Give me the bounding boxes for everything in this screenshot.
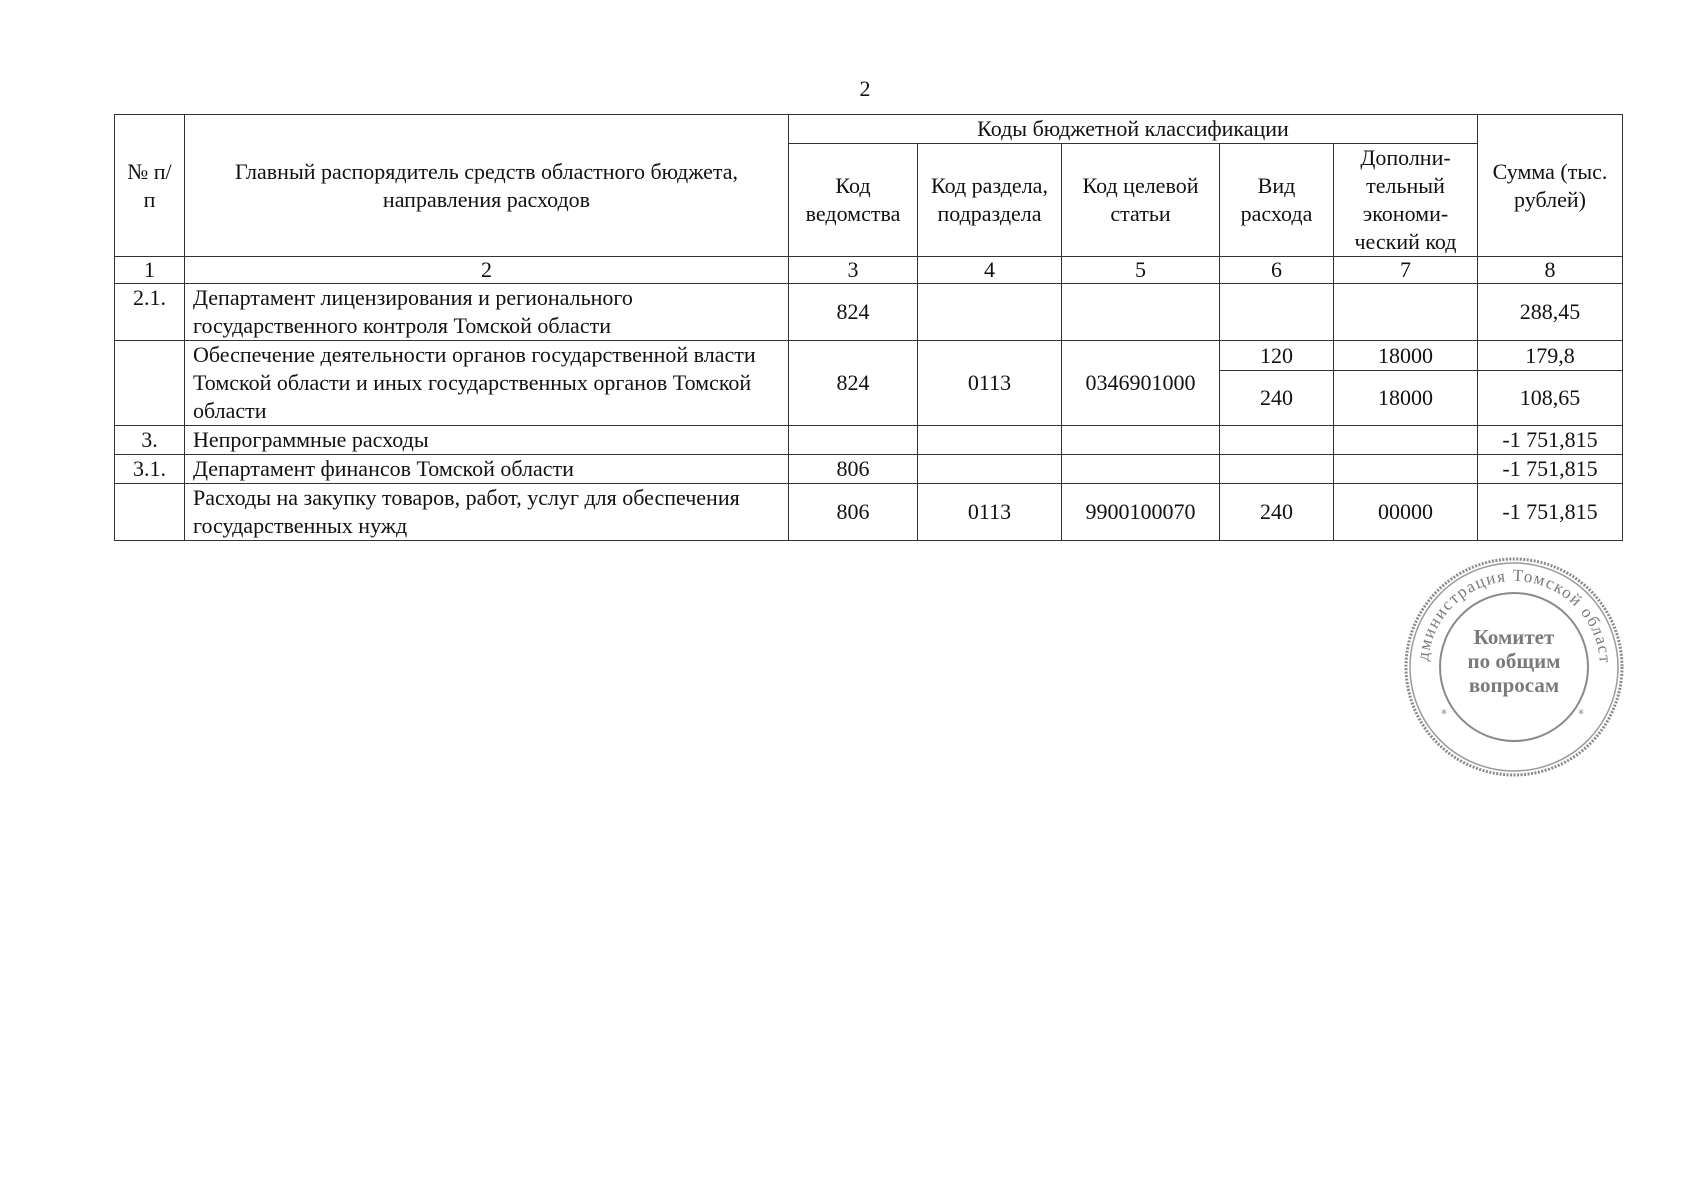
- row-target: [1062, 284, 1220, 341]
- page-number: 2: [859, 76, 871, 101]
- budget-table: [114, 114, 1623, 541]
- row-econ: 18000: [1334, 371, 1478, 426]
- row-type: 240: [1220, 371, 1334, 426]
- row-num: 2.1.: [115, 284, 185, 341]
- row-type: [1220, 426, 1334, 455]
- row-target: [1062, 426, 1220, 455]
- row-num: [115, 341, 185, 426]
- row-num: 3.: [115, 426, 185, 455]
- table-row: [115, 484, 1623, 541]
- column-index-row: [115, 257, 1623, 284]
- header-codes-group: Коды бюджетной классификации: [789, 115, 1478, 144]
- header-dept-code: Код ведомства: [789, 144, 918, 257]
- column-index: 6: [1220, 257, 1334, 284]
- row-target: 0346901000: [1062, 341, 1220, 426]
- svg-text:*: *: [1578, 707, 1584, 721]
- row-section: [918, 284, 1062, 341]
- official-stamp: [1400, 556, 1628, 778]
- row-target: [1062, 455, 1220, 484]
- row-dept: 806: [789, 484, 918, 541]
- column-index: 2: [185, 257, 789, 284]
- column-index: 8: [1478, 257, 1623, 284]
- row-section: [918, 455, 1062, 484]
- header-expense-type: Вид расхода: [1220, 144, 1334, 257]
- row-name: Расходы на закупку товаров, работ, услуг для обеспечения государственных нужд: [185, 484, 789, 541]
- stamp-line-2: по общим: [1467, 649, 1561, 673]
- row-section: 0113: [918, 484, 1062, 541]
- svg-text:*: *: [1441, 707, 1447, 721]
- row-sum: -1 751,815: [1478, 426, 1623, 455]
- row-name: Департамент лицензирования и регионального государственного контроля Томской области: [185, 284, 789, 341]
- header-target-code: Код целевой статьи: [1062, 144, 1220, 257]
- header-section-code: Код раздела, подраздела: [918, 144, 1062, 257]
- column-index: 4: [918, 257, 1062, 284]
- row-dept: 806: [789, 455, 918, 484]
- row-type: [1220, 284, 1334, 341]
- row-section: 0113: [918, 341, 1062, 426]
- row-sum: 179,8: [1478, 341, 1623, 371]
- row-type: 240: [1220, 484, 1334, 541]
- table-row: [115, 426, 1623, 455]
- stamp-seal-icon: [1400, 556, 1628, 778]
- row-name: Департамент финансов Томской области: [185, 455, 789, 484]
- header-num: № п/п: [115, 115, 185, 257]
- row-num: 3.1.: [115, 455, 185, 484]
- row-dept: 824: [789, 341, 918, 426]
- row-name: Непрограммные расходы: [185, 426, 789, 455]
- stamp-line-1: Комитет: [1473, 625, 1555, 649]
- row-section: [918, 426, 1062, 455]
- row-econ: [1334, 455, 1478, 484]
- header-sum: Сумма (тыс. рублей): [1478, 115, 1623, 257]
- row-econ: 00000: [1334, 484, 1478, 541]
- row-econ: [1334, 284, 1478, 341]
- row-type: [1220, 455, 1334, 484]
- row-dept: [789, 426, 918, 455]
- column-index: 1: [115, 257, 185, 284]
- table-row: [115, 341, 1623, 371]
- row-sum: -1 751,815: [1478, 484, 1623, 541]
- row-econ: [1334, 426, 1478, 455]
- stamp-line-3: вопросам: [1468, 673, 1560, 697]
- row-sum: 108,65: [1478, 371, 1623, 426]
- row-name: Обеспечение деятельности органов государственной власти Томской области и иных государственных органов Томской области: [185, 341, 789, 426]
- table-row: [115, 455, 1623, 484]
- column-index: 7: [1334, 257, 1478, 284]
- header-main: Главный распорядитель средств областного бюджета, направления расходов: [185, 115, 789, 257]
- row-num: [115, 484, 185, 541]
- row-sum: -1 751,815: [1478, 455, 1623, 484]
- row-dept: 824: [789, 284, 918, 341]
- row-sum: 288,45: [1478, 284, 1623, 341]
- column-index: 3: [789, 257, 918, 284]
- row-type: 120: [1220, 341, 1334, 371]
- column-index: 5: [1062, 257, 1220, 284]
- header-econ-code: Дополни-тельный экономи-ческий код: [1334, 144, 1478, 257]
- table-row: [115, 284, 1623, 341]
- row-target: 9900100070: [1062, 484, 1220, 541]
- stamp-ring-text: дминистрация Томской област: [1413, 565, 1616, 665]
- row-econ: 18000: [1334, 341, 1478, 371]
